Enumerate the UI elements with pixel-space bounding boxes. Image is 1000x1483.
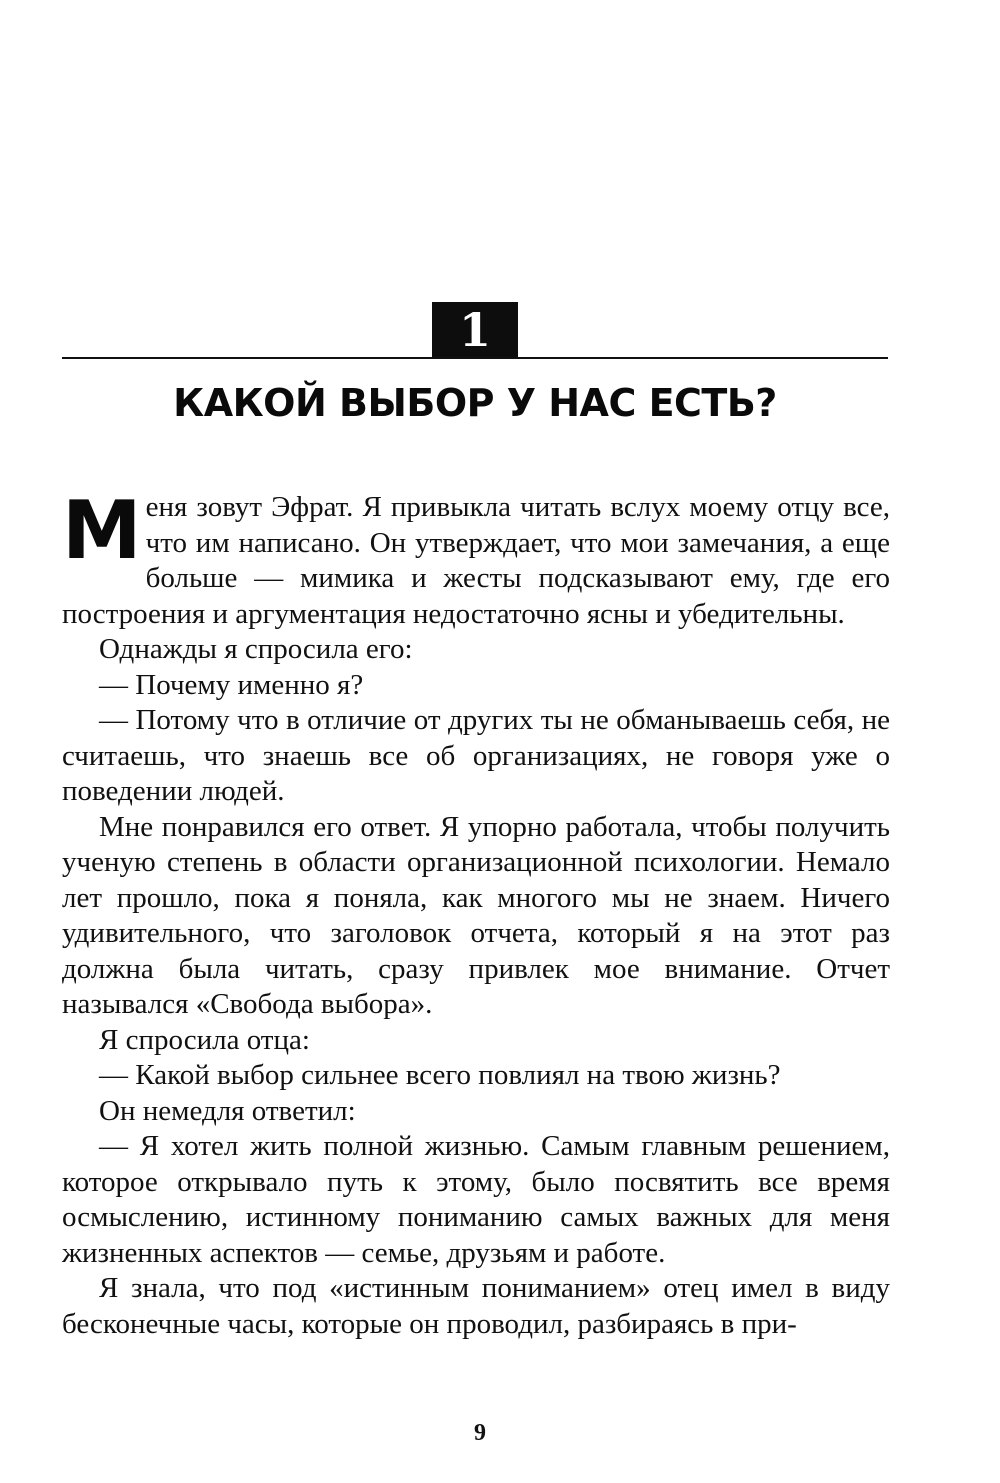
chapter-number-badge: 1 bbox=[432, 302, 518, 358]
paragraph-1-text: еня зовут Эфрат. Я привыкла читать вслух моему отцу все, что им написано. Он утверждает, что мои замечания, а еще больше — мимика и жесты подсказывают ему, где его построения и аргументация недостаточно ясны и убедительны. bbox=[62, 491, 890, 630]
paragraph-9: — Я хотел жить полной жизнью. Самым главным решением, которое открывало путь к этому, было посвятить все время осмыслению, истинному пониманию самых важных для меня жизненных аспектов — семье, друзьям и работе. bbox=[62, 1130, 890, 1269]
page-number: 9 bbox=[474, 1420, 486, 1446]
paragraph-10: Я знала, что под «истинным пониманием» отец имел в виду бесконечные часы, которые он проводил, разбираясь в при- bbox=[62, 1272, 890, 1340]
chapter-body bbox=[62, 484, 890, 1342]
paragraph-3: — Почему именно я? bbox=[99, 668, 364, 701]
paragraph-8: Он немедля ответил: bbox=[99, 1094, 356, 1127]
paragraph-4: — Потому что в отличие от других ты не обманываешь себя, не считаешь, что знаешь все об организациях, не говоря уже о поведении людей. bbox=[62, 704, 890, 807]
paragraph-2: Однажды я спросила его: bbox=[99, 633, 413, 665]
paragraph-1 bbox=[62, 484, 890, 632]
chapter-divider-rule bbox=[62, 357, 888, 359]
paragraph-7: — Какой выбор сильнее всего повлиял на твою жизнь? bbox=[99, 1059, 781, 1091]
chapter-title: КАКОЙ ВЫБОР У НАС ЕСТЬ? bbox=[173, 381, 777, 425]
paragraph-5: Мне понравился его ответ. Я упорно работала, чтобы получить ученую степень в области организационной психологии. Немало лет прошло, пока я поняла, как многого мы не знаем. Ничего удивительного, что заголовок отчета, который я на этот раз должна была читать, сразу привлек мое внимание. Отчет назывался «Свобода выбора». bbox=[62, 810, 890, 1020]
paragraph-6: Я спросила отца: bbox=[99, 1023, 310, 1056]
drop-cap-letter: М bbox=[62, 484, 140, 577]
